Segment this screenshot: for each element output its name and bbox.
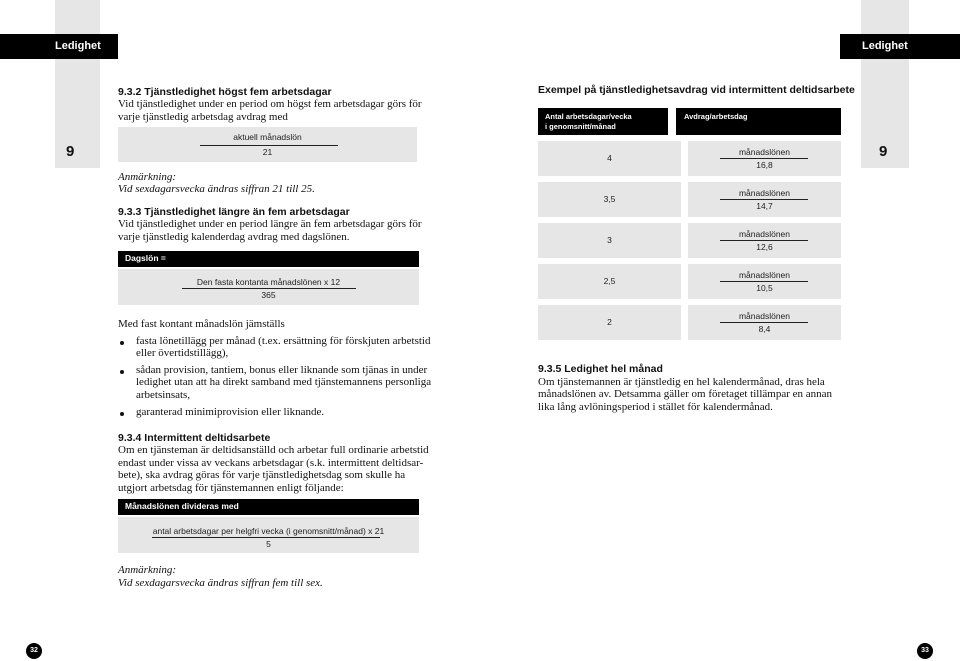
right-header-bar	[840, 34, 960, 59]
section-9-3-3-heading: 9.3.3 Tjänstledighet längre än fem arbetsdagar	[118, 206, 350, 218]
bullet-text-line: fasta lönetillägg per månad (t.ex. ersättning för förskjuten arbetstid	[136, 335, 431, 347]
left-chapter-mark: 9	[66, 143, 75, 160]
section-9-3-4-text-line: utgjort arbetsdag för tjänstemannen enligt följande:	[118, 482, 344, 494]
formula-box-daily-salary	[118, 269, 419, 305]
days-value: 2	[607, 317, 612, 327]
note-text: Vid sexdagarsvecka ändras siffran 21 till 25.	[118, 183, 315, 195]
deduction-denominator: 16,8	[756, 160, 773, 170]
table-cell-days	[538, 182, 681, 217]
section-9-3-4-text-line: bete), ska avdrag göras för varje tjänstledighetsdag som skulle ha	[118, 469, 406, 481]
section-9-3-4-text-line: Om en tjänsteman är deltidsanställd och arbetar full ordinarie arbetstid	[118, 444, 429, 456]
example-title: Exempel på tjänstledighetsavdrag vid intermittent deltidsarbete	[538, 84, 855, 96]
right-chapter-mark: 9	[879, 143, 888, 160]
formula-numerator: antal arbetsdagar per helgfri vecka (i genomsnitt/månad) x 21	[152, 526, 385, 536]
deduction-numerator: månadslönen	[738, 188, 791, 198]
section-9-3-5-text-line: lika lång avlöningsperiod i stället för kalendermånad.	[538, 401, 773, 413]
deduction-denominator: 10,5	[756, 283, 773, 293]
table-header-col1-line: Antal arbetsdagar/vecka	[545, 112, 632, 121]
monthly-divide-bar	[118, 499, 419, 515]
bullet-text-line: eller övertidstillägg),	[136, 347, 229, 359]
formula-box-monthly-salary	[118, 127, 417, 162]
page-number-left: 32	[26, 643, 42, 659]
deduction-numerator: månadslönen	[738, 270, 791, 280]
section-9-3-2-heading: 9.3.2 Tjänstledighet högst fem arbetsdagar	[118, 86, 332, 98]
formula-numerator: Den fasta kontanta månadslönen x 12	[196, 277, 341, 287]
section-9-3-2-text-line: Vid tjänstledighet under en period om högst fem arbetsdagar görs för	[118, 98, 422, 110]
formula-numerator: aktuell månadslön	[233, 132, 302, 142]
fraction-line	[200, 145, 338, 146]
bullet-dot	[120, 341, 124, 345]
formula-box-intermittent	[118, 517, 419, 553]
fraction-line	[720, 281, 808, 282]
fixed-salary-intro: Med fast kontant månadslön jämställs	[118, 318, 285, 330]
days-value: 3	[607, 235, 612, 245]
fraction-line	[182, 288, 356, 289]
days-value: 2,5	[603, 276, 616, 286]
deduction-numerator: månadslönen	[738, 147, 791, 157]
section-9-3-5-text-line: månadslönen av. Detsamma gäller om företaget tillämpar en annan	[538, 388, 833, 400]
deduction-denominator: 14,7	[756, 201, 773, 211]
left-header-title: Ledighet	[55, 40, 101, 52]
fraction-line	[720, 158, 808, 159]
deduction-denominator: 12,6	[756, 242, 773, 252]
page-number-right: 33	[917, 643, 933, 659]
section-9-3-2-text-line: varje tjänstledig arbetsdag avdrag med	[118, 111, 288, 123]
bullet-dot	[120, 412, 124, 416]
section-9-3-3-text-line: Vid tjänstledighet under en period längre än fem arbetsdagar görs för	[118, 218, 422, 230]
table-cell-deduction	[688, 182, 841, 217]
table-cell-deduction	[688, 305, 841, 340]
formula-denominator: 365	[261, 290, 276, 300]
monthly-divide-label: Månadslönen divideras med	[125, 501, 239, 511]
table-cell-days	[538, 223, 681, 258]
table-cell-deduction	[688, 141, 841, 176]
bullet-text-line: arbetsinsats,	[136, 389, 191, 401]
table-cell-days	[538, 141, 681, 176]
section-9-3-4-heading: 9.3.4 Intermittent deltidsarbete	[118, 432, 271, 444]
days-value: 4	[607, 153, 612, 163]
deduction-numerator: månadslönen	[738, 311, 791, 321]
table-cell-days	[538, 264, 681, 299]
deduction-numerator: månadslönen	[738, 229, 791, 239]
bullet-text-line: ledighet utan att ha direkt samband med tjänstemannens personliga	[136, 376, 432, 388]
fraction-line	[720, 322, 808, 323]
table-cell-deduction	[688, 223, 841, 258]
days-value: 3,5	[603, 194, 616, 204]
note-text: Vid sexdagarsvecka ändras siffran fem till sex.	[118, 577, 323, 589]
section-9-3-5-heading: 9.3.5 Ledighet hel månad	[538, 363, 663, 375]
right-header-title: Ledighet	[862, 40, 908, 52]
dagslon-bar	[118, 251, 419, 267]
section-9-3-3-text-line: varje tjänstledig kalenderdag avdrag med dagslönen.	[118, 231, 350, 243]
table-cell-deduction	[688, 264, 841, 299]
formula-denominator: 21	[262, 147, 273, 157]
table-header-col1	[538, 108, 668, 135]
bullet-dot	[120, 370, 124, 374]
table-header-col2-label: Avdrag/arbetsdag	[684, 112, 748, 121]
left-grey-strip	[55, 0, 100, 168]
fraction-line	[152, 537, 380, 538]
section-9-3-4-text-line: endast under vissa av veckans arbetsdagar (s.k. intermittent deltidsar-	[118, 457, 424, 469]
note-label: Anmärkning:	[118, 564, 177, 576]
formula-denominator: 5	[266, 539, 271, 549]
section-9-3-5-text-line: Om tjänstemannen är tjänstledig en hel kalendermånad, dras hela	[538, 376, 825, 388]
table-header-col2	[676, 108, 841, 135]
table-header-col1-line: i genomsnitt/månad	[545, 122, 616, 131]
left-header-bar	[0, 34, 118, 59]
note-label: Anmärkning:	[118, 171, 177, 183]
dagslon-label: Dagslön =	[125, 253, 166, 263]
fraction-line	[720, 240, 808, 241]
deduction-denominator: 8,4	[758, 324, 771, 334]
bullet-text-line: sådan provision, tantiem, bonus eller liknande som tjänas in under	[136, 364, 428, 376]
table-cell-days	[538, 305, 681, 340]
fraction-line	[720, 199, 808, 200]
bullet-text-line: garanterad minimiprovision eller liknande.	[136, 406, 325, 418]
